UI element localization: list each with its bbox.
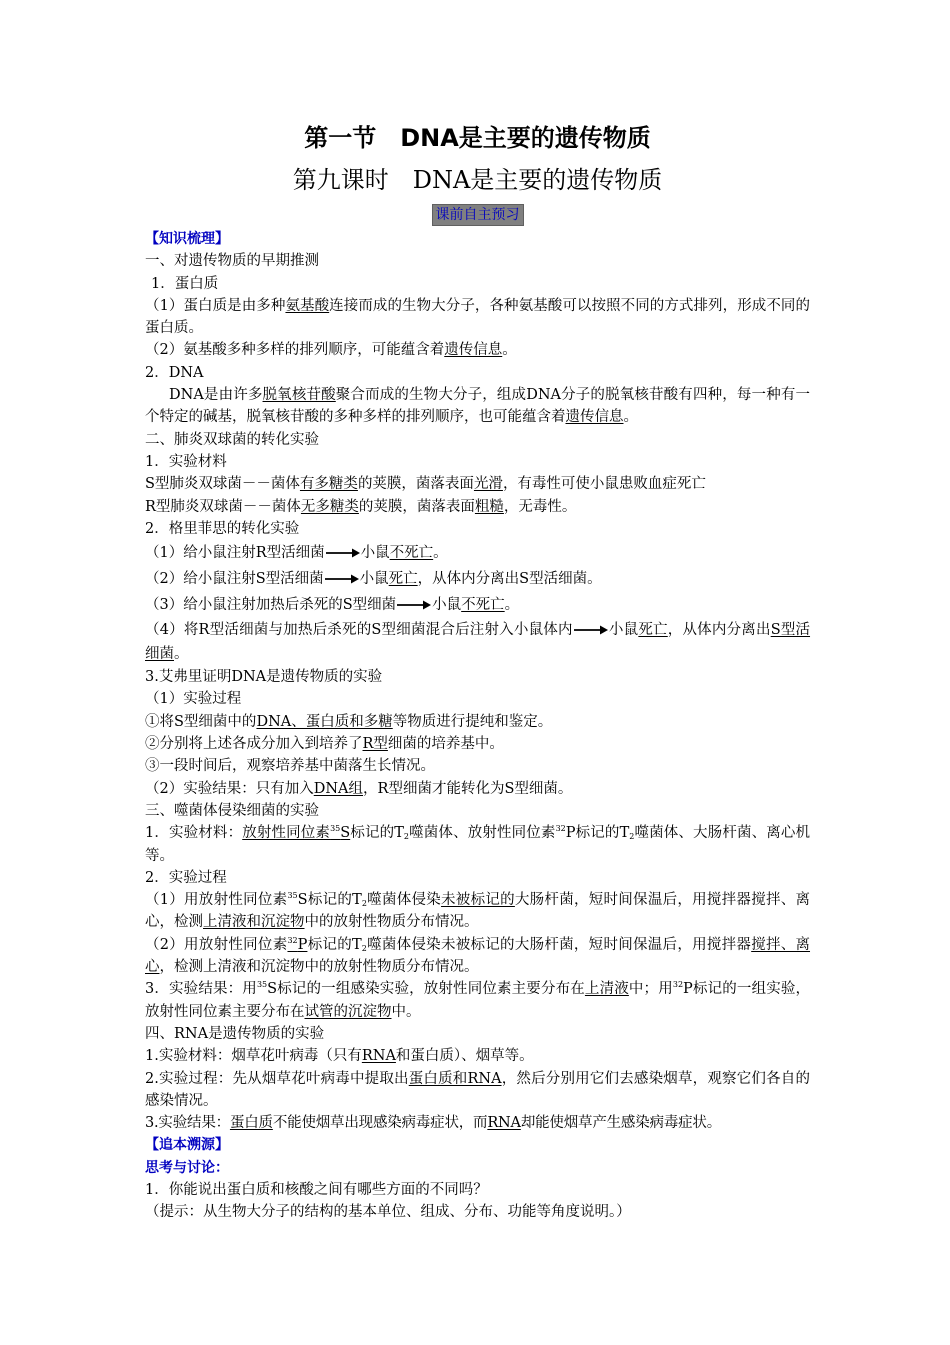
s2-3b: ①将S型细菌中的DNA、蛋白质和多糖等物质进行提纯和鉴定。 [145, 713, 553, 730]
s3-2a: （1）用放射性同位素$^{35}$S标记的$T_2$噬菌体侵染未被标记的大肠杆菌，短时间保温后，用搅拌器搅拌、离心，检测上清液和沉淀物中的放射性物质分布情况。 [145, 891, 811, 931]
s3-3: 3．实验结果：用$^{35}$S标记的一组感染实验，放射性同位素主要分布在上清液中；用$^{32}$P标记的一组实验，放射性同位素主要分布在试管的沉淀物中。 [145, 980, 811, 1020]
arrow-right-icon [324, 573, 360, 585]
s2-3d: ③一段时间后，观察培养基中菌落生长情况。 [145, 758, 435, 775]
arrow-right-icon [325, 547, 361, 559]
s2-1-heading: 1．实验材料 [145, 453, 227, 470]
s2-3e: （2）实验结果：只有加入DNA组，R型细菌才能转化为S型细菌。 [145, 780, 573, 797]
arrow-right-icon [396, 599, 432, 611]
section-knowledge-heading: 【知识梳理】 [145, 231, 229, 247]
arrow-right-icon [573, 624, 609, 636]
s2-3c: ②分别将上述各成分加入到培养了R型细菌的培养基中。 [145, 736, 504, 753]
s3-2-heading: 2．实验过程 [145, 869, 227, 886]
s2-2c: （3）给小鼠注射加热后杀死的S型细菌 小鼠不死亡。 [145, 597, 520, 614]
question-1: 1．你能说出蛋白质和核酸之间有哪些方面的不同吗？ [145, 1181, 488, 1198]
lesson-title: 第九课时 DNA是主要的遗传物质 [292, 166, 663, 194]
s4-2: 2.实验过程：先从烟草花叶病毒中提取出蛋白质和RNA，然后分别用它们去感染烟草，观察它们各自的感染情况。 [145, 1070, 810, 1109]
s2-3a: （1）实验过程 [145, 691, 242, 708]
s4-1: 1.实验材料：烟草花叶病毒（只有RNA和蛋白质）、烟草等。 [145, 1048, 534, 1065]
s2-2-heading: 2．格里菲思的转化实验 [145, 520, 300, 537]
s4-3: 3.实验结果：蛋白质不能使烟草出现感染病毒症状，而RNA却能使烟草产生感染病毒症状。 [145, 1115, 722, 1132]
s3-1: 1．实验材料：放射性同位素$^{35}$S标记的$T_2$噬菌体、放射性同位素$^{32}$P标记的$T_2$噬菌体、大肠杆菌、离心机等。 [145, 824, 811, 864]
badge-wrap [145, 204, 810, 226]
s3-2b: （2）用放射性同位素$^{32}$P标记的$T_2$噬菌体侵染未被标记的大肠杆菌，短时间保温后，用搅拌器搅拌、离心，检测上清液和沉淀物中的放射性物质分布情况。 [145, 935, 811, 976]
s1-2-heading: 2．DNA [145, 364, 204, 381]
s2-1b: R型肺炎双球菌－－菌体无多糖类的荚膜，菌落表面粗糙，无毒性。 [145, 498, 577, 515]
think-discuss-heading: 思考与讨论： [145, 1159, 229, 1176]
s2-2b: （2）给小鼠注射S型活细菌 小鼠死亡，从体内分离出S型活细菌。 [145, 571, 602, 588]
s2-1a: S型肺炎双球菌－－菌体有多糖类的荚膜，菌落表面光滑，有毒性可使小鼠患败血症死亡 [145, 476, 706, 493]
section-3-heading: 三、噬菌体侵染细菌的实验 [145, 802, 319, 819]
question-1-hint: （提示：从生物大分子的结构的基本单位、组成、分布、功能等角度说明。） [145, 1204, 631, 1221]
chapter-title: 第一节 DNA是主要的遗传物质 [304, 124, 651, 152]
section-1-heading: 一、对遗传物质的早期推测 [145, 253, 319, 270]
section-4-heading: 四、RNA是遗传物质的实验 [145, 1025, 325, 1042]
s2-3-heading: 3.艾弗里证明DNA是遗传物质的实验 [145, 669, 383, 686]
section-trace-heading: 【追本溯源】 [145, 1137, 229, 1154]
s2-2a: （1）给小鼠注射R型活细菌 小鼠不死亡。 [145, 545, 448, 562]
s1-1b: （2）氨基酸多种多样的排列顺序，可能蕴含着遗传信息。 [145, 342, 517, 359]
s1-2a: DNA是由许多脱氧核苷酸聚合而成的生物大分子，组成DNA分子的脱氧核苷酸有四种，每一种有一个特定的碱基，脱氧核苷酸的多种多样的排列顺序，也可能蕴含着遗传信息。 [145, 387, 810, 426]
document-page [145, 118, 810, 1224]
preview-badge: 课前自主预习 [432, 204, 524, 226]
s1-1-heading: 1．蛋白质 [151, 275, 219, 292]
s2-2d: （4）将R型活细菌与加热后杀死的S型细菌混合后注射入小鼠体内 小鼠死亡，从体内分离出S型活细菌。 [145, 622, 811, 663]
section-2-heading: 二、肺炎双球菌的转化实验 [145, 431, 319, 448]
s1-1a: （1）蛋白质是由多种氨基酸连接而成的生物大分子，各种氨基酸可以按照不同的方式排列，形成不同的蛋白质。 [145, 297, 810, 337]
